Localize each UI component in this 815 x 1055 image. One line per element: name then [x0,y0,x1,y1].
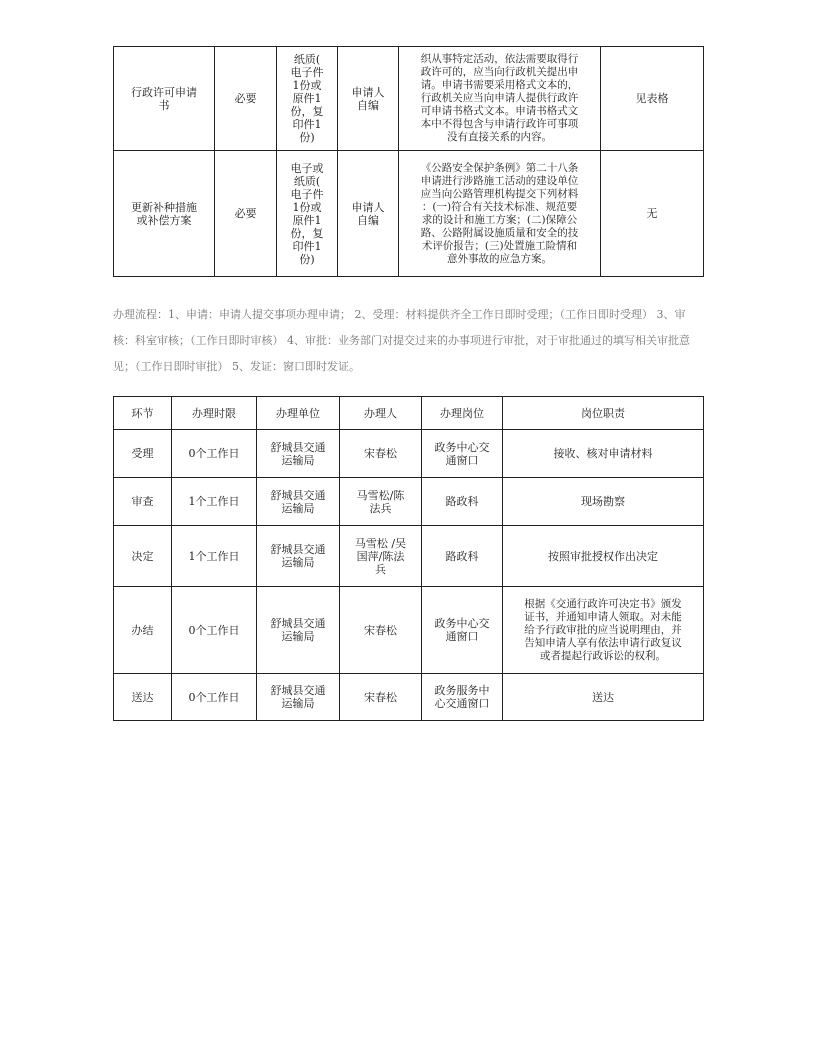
unit-cell: 舒城县交通 运输局 [257,526,340,587]
material-source-cell: 申请人 自编 [338,47,399,151]
header-duty: 岗位职责 [503,397,704,430]
post-cell: 政务服务中 心交通窗口 [422,674,503,721]
material-description-cell: 《公路安全保护条例》第二十八条 申请进行涉路施工活动的建设单位 应当向公路管理机构提交下列材料 ：(一)符合有关技术标准、规范要 求的设计和施工方案；(二)保障公 路、公路附属设施质量和安全的技 术评价报告；(三)处置施工险情和 意外事故的应急方案。 [399,151,601,277]
person-cell: 马雪松 /吴 国萍/陈法 兵 [340,526,422,587]
duty-cell: 现场勘察 [503,478,704,526]
table-row [114,430,704,478]
person-cell: 宋春松 [340,674,422,721]
materials-table [113,46,704,277]
duty-cell: 根据《交通行政许可决定书》颁发 证书，并通知申请人领取。对未能 给予行政审批的应当说明理由，并 告知申请人享有依法申请行政复议 或者提起行政诉讼的权利。 [503,587,704,674]
time-cell: 0个工作日 [172,587,257,674]
post-cell: 政务中心交 通窗口 [422,587,503,674]
header-step: 环节 [114,397,172,430]
table-row [114,587,704,674]
post-cell: 政务中心交 通窗口 [422,430,503,478]
time-cell: 1个工作日 [172,526,257,587]
process-description: 办理流程：1、申请：申请人提交事项办理申请； 2、受理：材料提供齐全工作日即时受理；（工作日即时受理） 3、审核：科室审核；（工作日即时审核） 4、审批：业务部门对提交过来的办事项进行审批，对于审批通过的填写相关审批意见；（工作日即时审批） 5、发证：窗口即时发证。 [113,308,690,373]
material-format-cell: 纸质( 电子件 1份或 原件1 份，复 印件1 份) [277,47,338,151]
table-row [114,478,704,526]
table-row [114,674,704,721]
step-cell: 决定 [114,526,172,587]
header-unit: 办理单位 [257,397,340,430]
material-format-cell: 电子或 纸质( 电子件 1份或 原件1 份，复 印件1 份) [277,151,338,277]
time-cell: 0个工作日 [172,430,257,478]
material-necessity-cell: 必要 [215,151,277,277]
unit-cell: 舒城县交通 运输局 [257,430,340,478]
table-row [114,47,704,151]
unit-cell: 舒城县交通 运输局 [257,587,340,674]
post-cell: 路政科 [422,478,503,526]
time-cell: 1个工作日 [172,478,257,526]
header-time-limit: 办理时限 [172,397,257,430]
time-cell: 0个工作日 [172,674,257,721]
material-remark-cell: 无 [601,151,704,277]
material-description-cell: 织从事特定活动，依法需要取得行 政许可的，应当向行政机关提出申 请。申请书需要采用格式文本的， 行政机关应当向申请人提供行政许 可申请书格式文本。申请书格式文 本中不得包含与申请行政许可事项 没有直接关系的内容。 [399,47,601,151]
material-source-cell: 申请人 自编 [338,151,399,277]
duty-cell: 接收、核对申请材料 [503,430,704,478]
person-cell: 马雪松/陈 法兵 [340,478,422,526]
material-remark-cell: 见表格 [601,47,704,151]
unit-cell: 舒城县交通 运输局 [257,478,340,526]
unit-cell: 舒城县交通 运输局 [257,674,340,721]
workflow-table [113,396,704,721]
step-cell: 送达 [114,674,172,721]
person-cell: 宋春松 [340,430,422,478]
duty-cell: 送达 [503,674,704,721]
post-cell: 路政科 [422,526,503,587]
person-cell: 宋春松 [340,587,422,674]
duty-cell: 按照审批授权作出决定 [503,526,704,587]
material-necessity-cell: 必要 [215,47,277,151]
header-post: 办理岗位 [422,397,503,430]
table-header-row [114,397,704,430]
step-cell: 办结 [114,587,172,674]
step-cell: 受理 [114,430,172,478]
table-row [114,526,704,587]
table-row [114,151,704,277]
material-name-cell: 更新补种措施 或补偿方案 [114,151,215,277]
step-cell: 审查 [114,478,172,526]
header-person: 办理人 [340,397,422,430]
material-name-cell: 行政许可申请 书 [114,47,215,151]
